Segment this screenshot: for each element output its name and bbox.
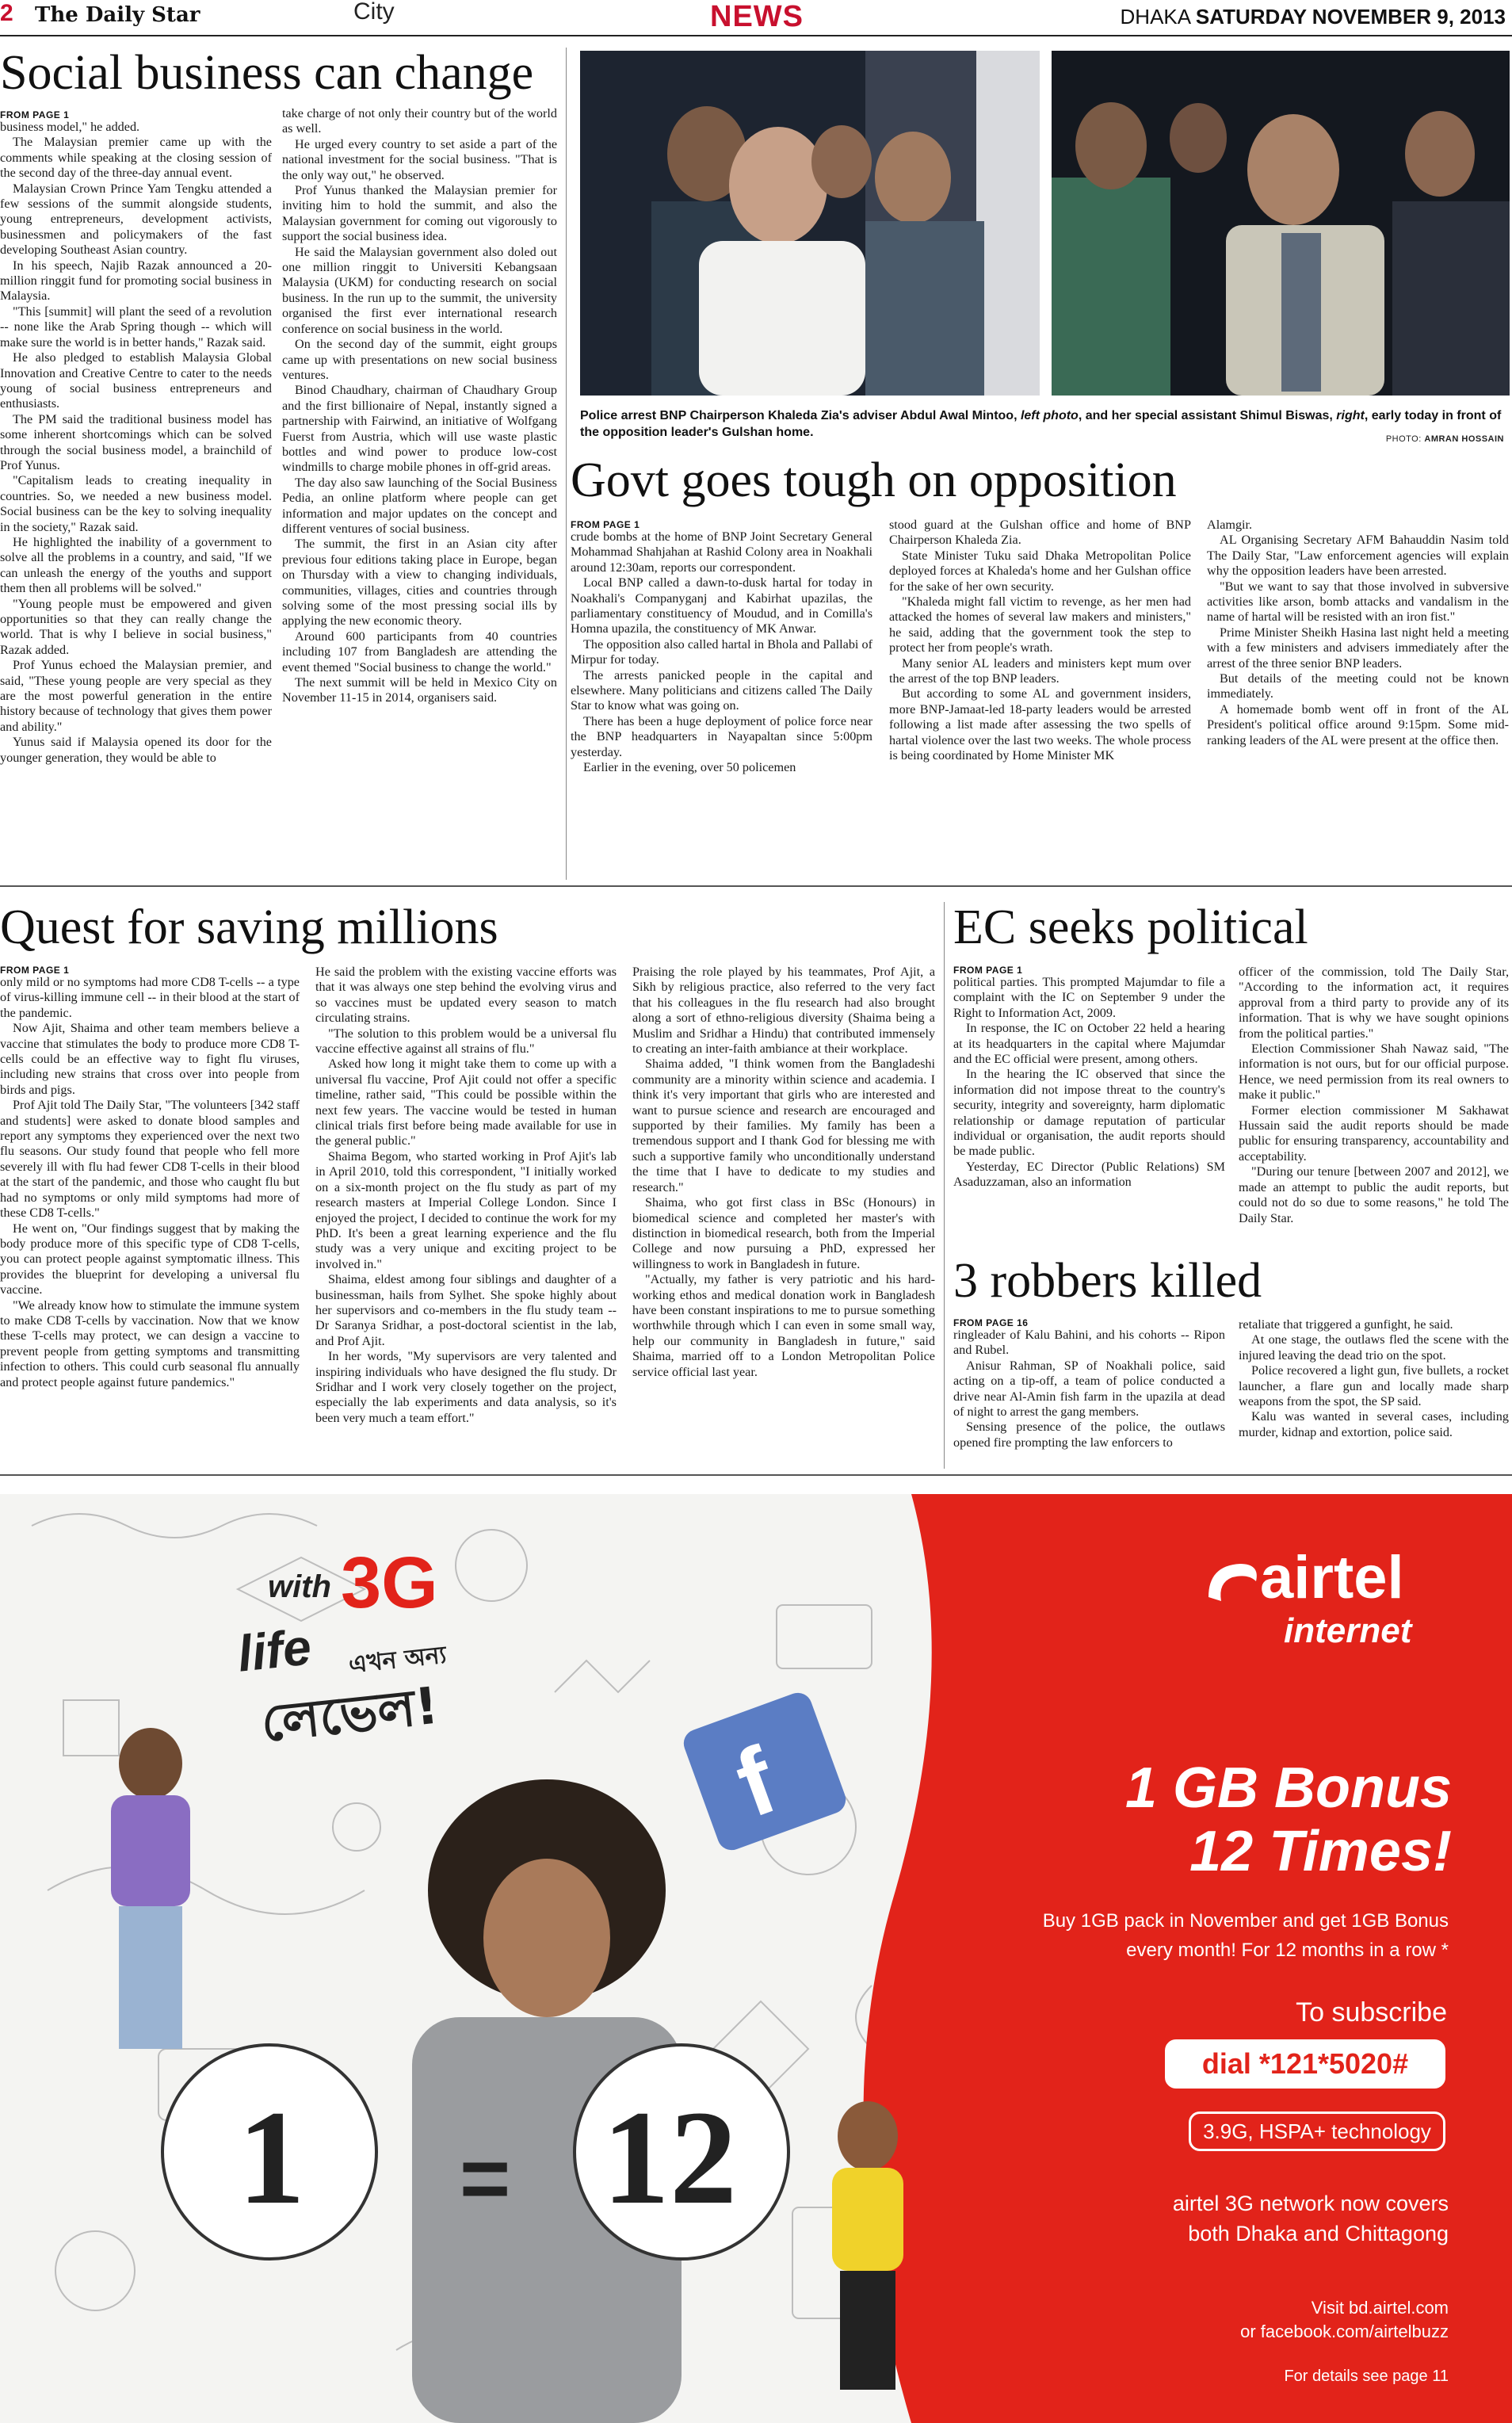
category-label: NEWS	[710, 0, 804, 33]
brand-subtitle: internet	[1284, 1611, 1412, 1650]
quest-column-1	[0, 975, 300, 1462]
article-paragraph: Police recovered a light gun, five bullets, a rocket launcher, a flare gun and locally made sharp weapons from the spot, the SP said.	[1239, 1363, 1509, 1409]
section-divider-1	[0, 885, 1512, 887]
kicker-govt: FROM PAGE 1	[571, 519, 640, 530]
tagline-3g: 3G	[341, 1542, 438, 1623]
article-paragraph: "We already know how to stimulate the immune system to make CD8 T-cells by vaccination. Now that we know these T-cells may protect, we can design a vaccine to prevent people from getting symptoms and transmitting infection to others. This could curb seasonal flu annually and protect people against future pandemics."	[0, 1297, 300, 1389]
dial-code: dial *121*5020#	[1201, 2047, 1409, 2080]
article-paragraph: There has been a huge deployment of police force near the BNP headquarters in Nayapaltan since 5:00pm yesterday.	[571, 713, 872, 759]
article-paragraph: "Capitalism leads to creating inequality in countries. So, we needed a new business model. Social business can be the key to solving inequality in the society," Razak said.	[0, 473, 272, 534]
coverage-line-2: both Dhaka and Chittagong	[1188, 2222, 1449, 2245]
article-paragraph: Earlier in the evening, over 50 policemen	[583, 760, 796, 775]
article-paragraph: The next summit will be held in Mexico City on November 11-15 in 2014, organisers said.	[282, 675, 557, 705]
article-paragraph: In his speech, Najib Razak announced a 20-million ringgit fund for promoting social business in Malaysia.	[0, 258, 272, 304]
dial-code-pill[interactable]	[1165, 2039, 1445, 2089]
article-paragraph: In response, the IC on October 22 held a hearing at its headquarters in the capital where Majumdar and the EC official were present, among others.	[953, 1021, 1225, 1067]
article-paragraph: State Minister Tuku said Dhaka Metropolitan Police deployed forces at Khaleda's home and her Gulshan office for the sake of her own security.	[889, 548, 1191, 594]
social-column-1	[0, 120, 272, 877]
article-paragraph: Shaima, eldest among four siblings and daughter of a businessman, hails from Sylhet. She spoke highly about her supervisors and co-members in the flu study team -- Dr Saranya Sridhar, a post-doctoral scientist in the lab, and Prof Ajit.	[315, 1272, 617, 1348]
article-paragraph: Yunus said if Malaysia opened its door for the younger generation, they would be able to	[0, 735, 272, 765]
column-divider-2	[944, 902, 945, 1469]
article-paragraph: Election Commissioner Shah Nawaz said, "The information is not ours, but for our official purpose. Hence, we need permission from its real owners to make it public."	[1239, 1041, 1509, 1103]
article-paragraph: Shaima added, "I think women from the Bangladeshi community are a minority within science and academia. I think it's very important that girls who are interested and want to pursue science and research are encouraged and supported by their families. My family has been a tremendous support and I thank God for blessing me with such a supportive family who unconditionally understand the time that I have to dedicate to my studies and research."	[632, 1057, 935, 1194]
article-paragraph: "But we want to say that those involved in subversive activities like arson, bomb attacks and vandalism in the name of hartal will be resisted with an iron fist."	[1207, 579, 1509, 625]
article-paragraph: At one stage, the outlaws fled the scene with the injured leaving the dead trio on the spot.	[1239, 1332, 1509, 1362]
brand-name: airtel	[1260, 1544, 1404, 1611]
article-paragraph: "Khaleda might fall victim to revenge, as her men had attacked the homes of several law makers and ministers," he said, adding that the government took the step to protect her from people's wrath.	[889, 594, 1191, 655]
details-note: For details see page 11	[1284, 2368, 1449, 2385]
govt-column-3	[1207, 518, 1509, 918]
article-paragraph: "Actually, my father is very patriotic and his hard-working ethos and medical donation work in Bangladesh have been constant inspirations to me to pursue something worthwhile through which I can even in some small way, help our community in Bangladesh in future," said Shaima, married off to a London Metropolitan Police service official last year.	[632, 1272, 935, 1379]
caption-left-label: left photo	[1020, 409, 1079, 422]
headline-social-business[interactable]: Social business can change	[0, 46, 534, 100]
airtel-logo-icon	[1201, 1557, 1264, 1617]
photo-abdul-awal-mintoo[interactable]	[580, 51, 1040, 396]
article-paragraph: Former election commissioner M Sakhawat Hussain said the audit reports should be made public for ensuring transparency, accountability and acceptability.	[1239, 1103, 1509, 1164]
social-column-2	[282, 106, 557, 863]
photo-credit	[1386, 434, 1504, 444]
tagline-life: life	[235, 1618, 314, 1683]
tagline-bangla-big: লেভেল!	[258, 1676, 441, 1754]
article-paragraph: In her words, "My supervisors are very talented and inspiring individuals who have designed the flu study. Dr Sridhar and I work very closely together on the project, especially the lab experiments and data analysis, so it's been very much a team effort."	[315, 1349, 617, 1425]
facebook-like-icon	[680, 1689, 850, 1854]
jumping-boy-illustration	[111, 1728, 190, 2049]
article-paragraph: Around 600 participants from 40 countries including 107 from Bangladesh are attending the event themed "Social business to change the world."	[282, 629, 557, 675]
article-paragraph: only mild or no symptoms had more CD8 T-cells -- a type of virus-killing immune cell -- in their blood at the start of the pandemic.	[0, 975, 300, 1020]
article-paragraph: business model," he added.	[0, 120, 140, 134]
article-paragraph: Local BNP called a dawn-to-dusk hartal for today in Noakhali's Companyganj and Kabirhat upazilas, the parliamentary constituency of Moudud, and in Comilla's Homna upazila, the constituency of MK Anwar.	[571, 575, 872, 636]
credit-label: PHOTO:	[1385, 434, 1422, 444]
dateline	[1121, 5, 1506, 29]
article-paragraph: Anisur Rahman, SP of Noakhali police, said acting on a tip-off, a team of police conducted a drive near Al-Amin fish farm in the upazila at dead of night to arrest the gang members.	[953, 1358, 1225, 1420]
equation-sign: =	[460, 2130, 511, 2227]
dateline-city: DHAKA	[1120, 5, 1190, 29]
page-number: 2	[0, 0, 13, 26]
shouting-girl-illustration	[832, 2101, 903, 2390]
article-paragraph: Sensing presence of the police, the outlaws opened fire prompting the law enforcers to	[953, 1420, 1225, 1450]
article-paragraph: retaliate that triggered a gunfight, he said.	[1239, 1317, 1453, 1332]
subscribe-label: To subscribe	[1296, 1997, 1447, 2027]
article-paragraph: Yesterday, EC Director (Public Relations) SM Asaduzzaman, also an information	[953, 1159, 1225, 1190]
article-paragraph: In the hearing the IC observed that since the information did not impose threat to the country's security, integrity and sovereignty, harm diplomatic relationship or damage reputation of particular individual or organisation, the audit reports should be made public.	[953, 1067, 1225, 1159]
article-paragraph: crude bombs at the home of BNP Joint Secretary General Mohammad Shahjahan at Rashid Colony area in Noakhali around 12:30am, reports our correspondent.	[571, 529, 872, 575]
article-paragraph: Prof Ajit told The Daily Star, "The volunteers [342 staff and students] were asked to donate blood samples and report any symptoms they experienced over the next two flu seasons. Our study found that people who fell more severely ill with flu had fewer CD8 T-cells in their blood at the start of the pandemic, and those who caught flu but had no symptoms or only mild symptoms had more of these CD8 T-cells."	[0, 1098, 300, 1221]
article-paragraph: Prof Yunus thanked the Malaysian premier for inviting him to hold the summit, and also the Malaysian government for coming out vigorously to support the social business idea.	[282, 183, 557, 244]
article-paragraph: Now Ajit, Shaima and other team members believe a vaccine that stimulates the body to produce more CD8 T-cells could be an effective way to fight flu viruses, including new strains that cross over into people from birds and pigs.	[0, 1021, 300, 1097]
article-paragraph: stood guard at the Gulshan office and home of BNP Chairperson Khaleda Zia.	[889, 518, 1191, 548]
technology-label: 3.9G, HSPA+ technology	[1203, 2119, 1431, 2143]
robbers-column-2	[1239, 1317, 1509, 1462]
header-divider	[0, 35, 1512, 36]
facebook-link[interactable]: or facebook.com/airtelbuzz	[1240, 2322, 1449, 2341]
article-paragraph: He urged every country to set aside a part of the national investment for the social business. "That is the only way out," he observed.	[282, 136, 557, 182]
article-paragraph: The arrests panicked people in the capital and elsewhere. Many politicians and citizens called The Daily Star to know what was going on.	[571, 667, 872, 713]
article-paragraph: The PM said the traditional business model has some inherent shortcomings which can be solved through the social business model, a brainchild of Prof Yunus.	[0, 411, 272, 472]
headline-govt-tough[interactable]: Govt goes tough on opposition	[571, 453, 1177, 507]
govt-column-2	[889, 518, 1191, 918]
article-paragraph: take charge of not only their country but of the world as well.	[282, 106, 557, 136]
article-paragraph: "During our tenure [between 2007 and 2012], we made an attempt to public the audit reports, but could not do so due to some reasons," he told The Daily Star.	[1239, 1164, 1509, 1225]
article-paragraph: A homemade bomb went off in front of the AL President's political office around 9:15pm. Some mid-ranking leaders of the AL were present at the office then.	[1207, 701, 1509, 747]
tagline-bangla-small: এখন অন্য	[347, 1641, 448, 1680]
headline-3-robbers-killed[interactable]: 3 robbers killed	[953, 1254, 1262, 1308]
govt-column-1	[571, 529, 872, 918]
article-paragraph: The Malaysian premier came up with the comments while speaking at the closing session of the second day of the three-day annual event.	[0, 135, 272, 181]
airtel-advertisement[interactable]	[0, 1494, 1512, 2423]
kicker-ec: FROM PAGE 1	[953, 965, 1023, 976]
offer-description-2: every month! For 12 months in a row *	[1126, 1940, 1449, 1961]
article-paragraph: AL Organising Secretary AFM Bahauddin Nasim told The Daily Star, "Law enforcement agencies will explain why the opposition leaders have been arrested.	[1207, 533, 1509, 579]
photo-shimul-biswas[interactable]	[1052, 51, 1510, 396]
caption-right-label: right	[1336, 409, 1365, 422]
offer-line-2: 12 Times!	[1189, 1820, 1452, 1883]
article-paragraph: Alamgir.	[1207, 518, 1253, 532]
offer-line-1: 1 GB Bonus	[1124, 1756, 1452, 1820]
kicker-social: FROM PAGE 1	[0, 109, 70, 120]
article-paragraph: On the second day of the summit, eight groups came up with presentations on new social business ventures.	[282, 337, 557, 382]
kicker-quest: FROM PAGE 1	[0, 965, 70, 976]
article-paragraph: But details of the meeting could not be known immediately.	[1207, 671, 1509, 701]
headline-ec-seeks[interactable]: EC seeks political	[953, 900, 1308, 954]
photo-left-illustration	[580, 51, 1040, 396]
article-paragraph: Binod Chaudhary, chairman of Chaudhary Group and the first billionaire of Nepal, instantly signed a partnership with Fairwind, an initiative of Wolfgang Fuerst from Austria, which will use waste plastic bottles and wind power to produce low-cost windmills to charge mobile phones in off-grid areas.	[282, 383, 557, 475]
technology-pill	[1189, 2112, 1445, 2151]
photo-right-illustration	[1052, 51, 1510, 396]
article-paragraph: officer of the commission, told The Daily Star, "According to the information act, it requires approval from a third party to provide any of its information. That is why we have sought opinions from the political parties."	[1239, 965, 1509, 1041]
article-paragraph: He highlighted the inability of a government to solve all the problems in a country, and said, "If we can unleash the energy of the youths and support them then all problems will be solved."	[0, 534, 272, 596]
tagline-with: with	[268, 1569, 331, 1604]
article-paragraph: Kalu was wanted in several cases, including murder, kidnap and extortion, police said.	[1239, 1409, 1509, 1439]
offer-description-1: Buy 1GB pack in November and get 1GB Bonus	[1042, 1910, 1449, 1932]
equation-left: 1	[238, 2083, 305, 2232]
quest-column-2	[315, 965, 617, 1462]
dateline-date: SATURDAY NOVEMBER 9, 2013	[1195, 5, 1506, 29]
article-paragraph: Many senior AL leaders and ministers kept mum over the arrest of the top BNP leaders.	[889, 655, 1191, 686]
article-paragraph: Prof Yunus echoed the Malaysian premier, and said, "These young people are very special as they are the most powerful generation in the entire history because of technology that gives them power and ability."	[0, 658, 272, 734]
article-paragraph: Asked how long it might take them to come up with a universal flu vaccine, Prof Ajit could not offer a specific timeline, rather said, "This could be possible within the next few years. The vaccine would be tested in human clinical trials first before being made available for use in the general public."	[315, 1057, 617, 1148]
ec-column-2	[1239, 965, 1509, 1242]
article-paragraph: "Young people must be empowered and given opportunities so that they can really change the world. That is why I believe in social business," Razak added.	[0, 596, 272, 657]
article-paragraph: He went on, "Our findings suggest that by making the body produce more of this specific type of CD8 T-cells, you can protect people against symptomatic illness. This provides the blueprint for developing a universal flu vaccine.	[0, 1221, 300, 1297]
article-paragraph: "This [summit] will plant the seed of a revolution -- none like the Arab Spring though -- which will make sure the world is in better hands," Razak said.	[0, 304, 272, 350]
website-link[interactable]: Visit bd.airtel.com	[1311, 2298, 1449, 2318]
svg-text:f: f	[723, 1726, 789, 1838]
article-paragraph: Praising the role played by his teammates, Prof Ajit, a Sikh by religious practice, also referred to the very fact that his colleagues in the flu research had also brought along a sort of ethno-religious diversity (Shaima being a Muslim and Sridhar a Hindu) that contributed immensely to creating an inter-faith ambiance at their workplace.	[632, 965, 935, 1057]
article-paragraph: The opposition also called hartal in Bhola and Pallabi of Mirpur for today.	[571, 636, 872, 667]
article-paragraph: Malaysian Crown Prince Yam Tengku attended a few sessions of the summit alongside students, young entrepreneurs, development activists, businessmen and policymakers of the fast developing Southeast Asian country.	[0, 181, 272, 258]
article-paragraph: The day also saw launching of the Social Business Pedia, an online platform where people can get information and major updates on the concept and different ventures of social business.	[282, 475, 557, 536]
article-paragraph: Prime Minister Sheikh Hasina last night held a meeting with a few ministers and advisers immediately after the arrest of the three senior BNP leaders.	[1207, 625, 1509, 671]
caption-text-1: Police arrest BNP Chairperson Khaleda Zia's adviser Abdul Awal Mintoo,	[580, 409, 1021, 422]
kicker-robbers: FROM PAGE 16	[953, 1317, 1029, 1328]
article-paragraph: The summit, the first in an Asian city after previous four editions taking place in Europe, began on Thursday with a view to changing individuals, communities, villages, cities and countries through solving some of the most pressing social ills by applying the new economic theory.	[282, 537, 557, 629]
robbers-column-1	[953, 1328, 1225, 1462]
ec-column-1	[953, 975, 1225, 1242]
article-paragraph: "The solution to this problem would be a universal flu vaccine effective against all strains of flu."	[315, 1026, 617, 1057]
article-paragraph: He also pledged to establish Malaysia Global Innovation and Creative Centre to cater to the needs young of social business entrepreneurs and enthusiasts.	[0, 350, 272, 411]
column-divider	[566, 48, 567, 880]
article-paragraph: Shaima, who got first class in BSc (Honours) in biomedical science and completed her master's with distinction in biomedical research, both from the Imperial College and now pursuing a PhD, expressed her willingness to work in Bangladesh in future.	[632, 1195, 935, 1271]
quest-column-3	[632, 965, 935, 1462]
caption-text-2: , and her special assistant Shimul Biswas,	[1078, 409, 1337, 422]
credit-name: AMRAN HOSSAIN	[1424, 434, 1504, 444]
article-paragraph: ringleader of Kalu Bahini, and his cohorts -- Ripon and Rubel.	[953, 1328, 1225, 1358]
photo-caption	[580, 407, 1507, 441]
article-paragraph: He said the Malaysian government also doled out one million ringgit to Universiti Kebangsaan Malaysia (UKM) for conducting research on social business. In the run up to the summit, the university organised the first ever international research conference on social business in the world.	[282, 244, 557, 336]
headline-quest-saving-millions[interactable]: Quest for saving millions	[0, 900, 498, 954]
article-paragraph: political parties. This prompted Majumdar to file a complaint with the IC on September 9 under the Right to Information Act, 2009.	[953, 975, 1225, 1020]
masthead-logo[interactable]: The Daily Star	[35, 3, 200, 27]
section-divider-2	[0, 1474, 1512, 1476]
article-paragraph: Shaima Begom, who started working in Prof Ajit's lab in April 2010, told this correspondent, "I initially worked on a six-month project on the flu study as part of my research masters at Imperial College London. Since I enjoyed the project, I decided to continue the work for my PhD. It's been a great learning experience and the flu study was a very unique and exciting project to be involved in."	[315, 1148, 617, 1271]
article-paragraph: But according to some AL and government insiders, more BNP-Jamaat-led 18-party leaders would be arrested following a list made after assessing the two spells of hartal violence over the last two weeks. The whole process is being coordinated by Home Minister MK	[889, 686, 1191, 763]
section-label: City	[353, 0, 395, 25]
coverage-line-1: airtel 3G network now covers	[1172, 2192, 1449, 2215]
article-paragraph: He said the problem with the existing vaccine efforts was that it was always one step behind the evolving virus and so vaccines must be updated every season to match circulating strains.	[315, 965, 617, 1026]
caption-text-3: , early today in front of the opposition leader's Gulshan home.	[580, 409, 1502, 439]
equation-right: 12	[602, 2083, 737, 2232]
